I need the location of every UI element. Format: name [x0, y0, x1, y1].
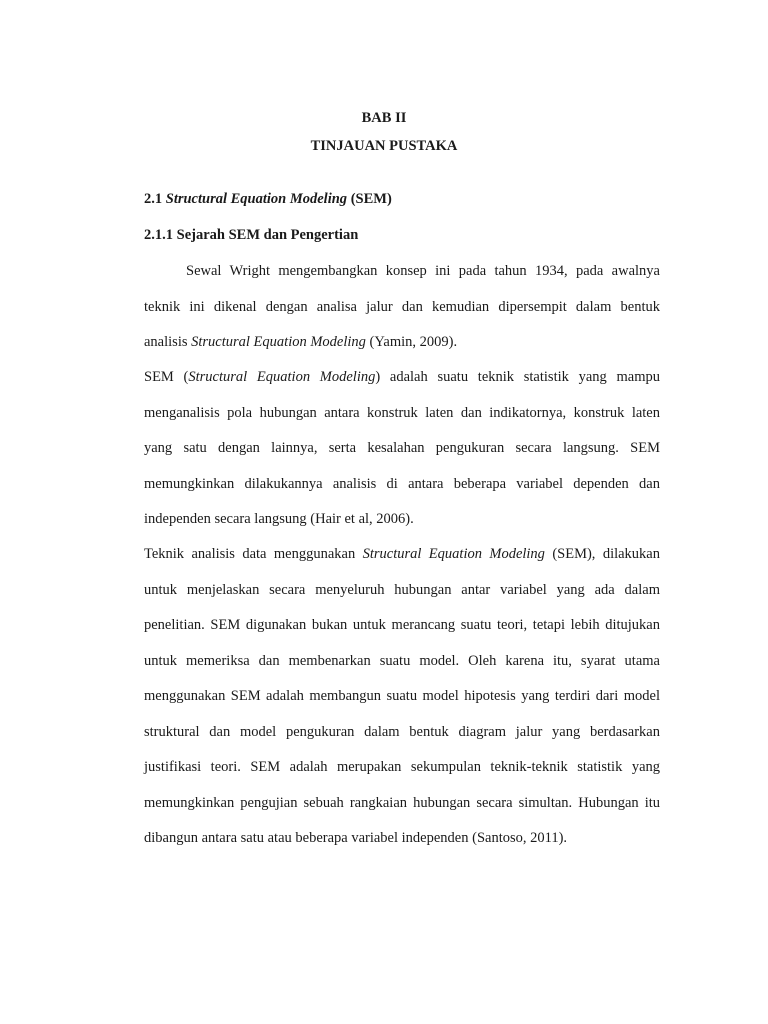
text-run: analisis: [144, 334, 192, 350]
text-run-italic: Structural Equation Modeling: [362, 546, 545, 562]
paragraph-line: justifikasi teori. SEM adalah merupakan sekumpulan teknik-teknik statistik yang: [144, 759, 660, 775]
paragraph-line: menganalisis pola hubungan antara konstruk laten dan indikatornya, konstruk laten: [144, 404, 660, 421]
paragraph-line: untuk memeriksa dan membenarkan suatu model. Oleh karena itu, syarat utama: [144, 652, 660, 669]
paragraph-line: penelitian. SEM digunakan bukan untuk merancang suatu teori, tetapi lebih ditujukan: [144, 617, 660, 633]
paragraph-line: memungkinkan pengujian sebuah rangkaian hubungan secara simultan. Hubungan itu: [144, 794, 660, 811]
text-run: ) adalah suatu teknik statistik yang mampu: [375, 369, 660, 385]
paragraph-line: untuk menjelaskan secara menyeluruh hubungan antar variabel yang ada dalam: [144, 581, 660, 598]
section-title-italic: Structural Equation Modeling: [165, 191, 348, 207]
chapter-number: BAB II: [361, 110, 407, 126]
section-title-suffix: (SEM): [350, 191, 392, 207]
paragraph-definition: [144, 368, 660, 546]
text-run: (Yamin, 2009).: [365, 334, 458, 350]
paragraph-line: independen secara langsung (Hair et al, 2006).: [144, 511, 414, 527]
subsection-heading: 2.1.1 Sejarah SEM dan Pengertian: [144, 227, 359, 243]
paragraph-line: Sewal Wright mengembangkan konsep ini pada tahun 1934, pada awalnya: [186, 263, 660, 279]
paragraph-line: [144, 368, 660, 404]
paragraph-line: yang satu dengan lainnya, serta kesalahan pengukuran secara langsung. SEM: [144, 440, 660, 456]
paragraph-line: menggunakan SEM adalah membangun suatu model hipotesis yang terdiri dari model: [144, 688, 660, 704]
text-run: Teknik analisis data menggunakan: [144, 546, 363, 562]
chapter-title: TINJAUAN PUSTAKA: [310, 138, 458, 154]
paragraph-history: [144, 262, 660, 369]
paragraph-line: struktural dan model pengukuran dalam bentuk diagram jalur yang berdasarkan: [144, 723, 660, 740]
paragraph-line: [144, 545, 660, 581]
text-run-italic: Structural Equation Modeling: [188, 369, 376, 385]
paragraph-line: memungkinkan dilakukannya analisis di antara beberapa variabel dependen dan: [144, 475, 660, 492]
text-run: SEM (: [144, 369, 189, 385]
paragraph-line: [144, 333, 660, 369]
paragraph-line: dibangun antara satu atau beberapa variabel independen (Santoso, 2011).: [144, 830, 568, 846]
paragraph-technique: [144, 545, 660, 865]
section-number: 2.1: [144, 191, 163, 207]
text-run: (SEM), dilakukan: [544, 546, 660, 562]
paragraph-line: teknik ini dikenal dengan analisa jalur dan kemudian dipersempit dalam bentuk: [144, 298, 660, 315]
section-heading: [144, 190, 392, 208]
text-run-italic: Structural Equation Modeling: [191, 334, 366, 350]
